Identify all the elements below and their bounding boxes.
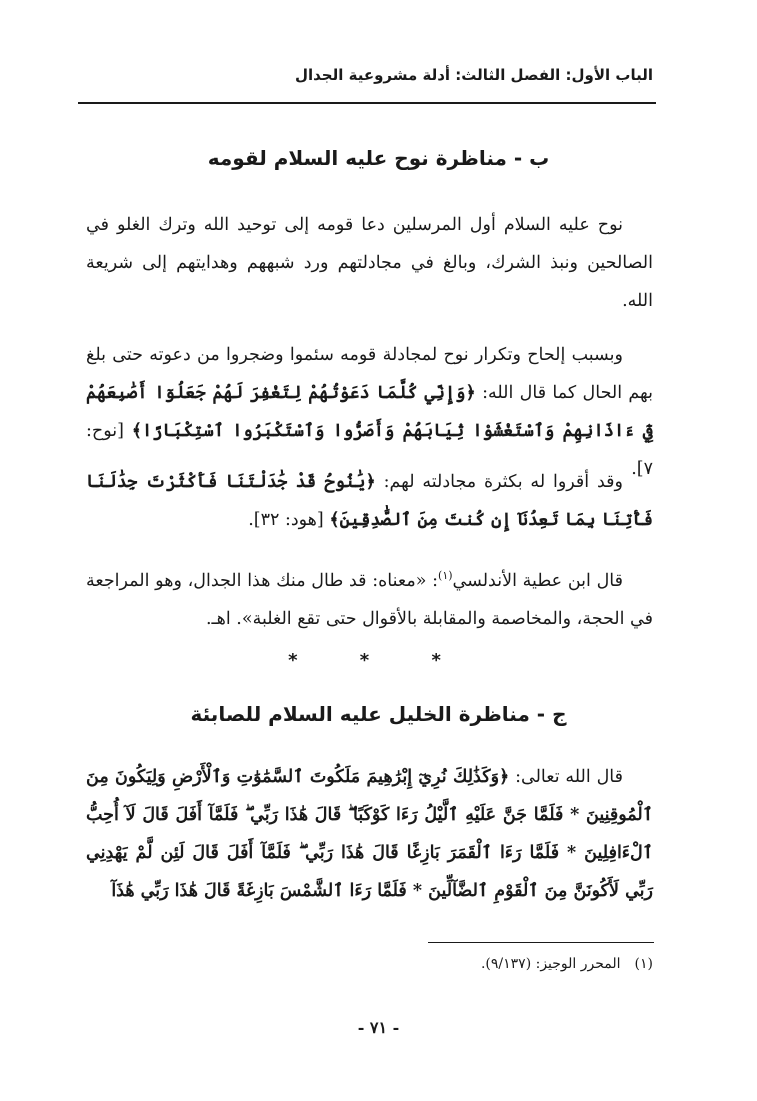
footnote	[300, 956, 653, 972]
footnote-text: المحرر الوجيز: (٩/١٣٧).	[480, 956, 621, 972]
running-header: الباب الأول: الفصل الثالث: أدلة مشروعية الجدال	[294, 66, 653, 84]
verse-reference: [نوح: ٧].	[86, 421, 653, 479]
footnote-number: (١)	[634, 956, 653, 972]
header-rule	[78, 102, 656, 104]
section-b-heading: ب - مناظرة نوح عليه السلام لقومه	[207, 146, 550, 170]
section-c-heading: ج - مناظرة الخليل عليه السلام للصابئة	[190, 702, 567, 726]
section-separator: * * *	[288, 650, 469, 671]
section-b-paragraph-4	[86, 562, 653, 638]
paragraph-text: قال ابن عطية الأندلسي	[452, 571, 623, 591]
quran-verse: ﴿وَإِنِّي كُلَّمَا دَعَوْتُهُمْ لِتَغْفِرَ لَهُمْ جَعَلُوٓا أَصَٰبِعَهُمْ فِيٓ ءَاذَانِهِمْ وَٱسْتَغْشَوْا ثِيَابَهُمْ وَأَصَرُّوا وَٱسْتَكْبَرُوا ٱسْتِكْبَارًا﴾	[86, 383, 653, 441]
verse-reference: [هود: ٣٢].	[248, 510, 324, 530]
footnote-marker: (١)	[438, 569, 453, 583]
quran-verse: ﴿يَٰنُوحُ قَدْ جَٰدَلْتَنَا فَأَكْثَرْتَ جِدَٰلَنَا فَأْتِنَا بِمَا تَعِدُنَآ إِن كُنتَ مِنَ ٱلصَّٰدِقِينَ﴾	[86, 472, 653, 530]
section-b-paragraph-3	[86, 463, 653, 539]
paragraph-text: وبسبب إلحاح وتكرار نوح لمجادلة قومه سئموا وضجروا من دعوته حتى بلغ بهم الحال كما قال الله:	[86, 345, 653, 403]
paragraph-text: : «معناه: قد طال منك هذا الجدال، وهو المراجعة في الحجة، والمخاصمة والمقابلة بالأقوال حتى تقع الغلبة». اهـ.	[86, 571, 653, 629]
paragraph-text: وقد أقروا له بكثرة مجادلته لهم:	[383, 472, 623, 492]
section-b-paragraph-1	[86, 206, 653, 320]
section-c-paragraph-1	[86, 758, 653, 910]
paragraph-text: قال الله تعالى:	[515, 767, 623, 787]
page-number: - ٧١ -	[357, 1018, 400, 1037]
quran-verse: ﴿وَكَذَٰلِكَ نُرِيٓ إِبْرَٰهِيمَ مَلَكُوتَ ٱلسَّمَٰوَٰتِ وَٱلْأَرْضِ وَلِيَكُونَ مِنَ ٱلْمُوقِنِينَ * فَلَمَّا جَنَّ عَلَيْهِ ٱلَّيْلُ رَءَا كَوْكَبًا ۖ قَالَ هَٰذَا رَبِّي ۖ فَلَمَّآ أَفَلَ قَالَ لَآ أُحِبُّ ٱلْءَافِلِينَ * فَلَمَّا رَءَا ٱلْقَمَرَ بَازِغًا قَالَ هَٰذَا رَبِّي ۖ فَلَمَّآ أَفَلَ قَالَ لَئِن لَّمْ يَهْدِنِي رَبِّي لَأَكُونَنَّ مِنَ ٱلْقَوْمِ ٱلضَّآلِّينَ * فَلَمَّا رَءَا ٱلشَّمْسَ بَازِغَةً قَالَ هَٰذَا رَبِّي هَٰذَآ	[86, 767, 653, 901]
paragraph-text: نوح عليه السلام أول المرسلين دعا قومه إلى توحيد الله وترك الغلو في الصالحين ونبذ الشرك، وبالغ في مجادلتهم ورد شبههم وهدايتهم إلى شريعة الله.	[86, 215, 653, 311]
footnote-rule	[428, 942, 654, 943]
